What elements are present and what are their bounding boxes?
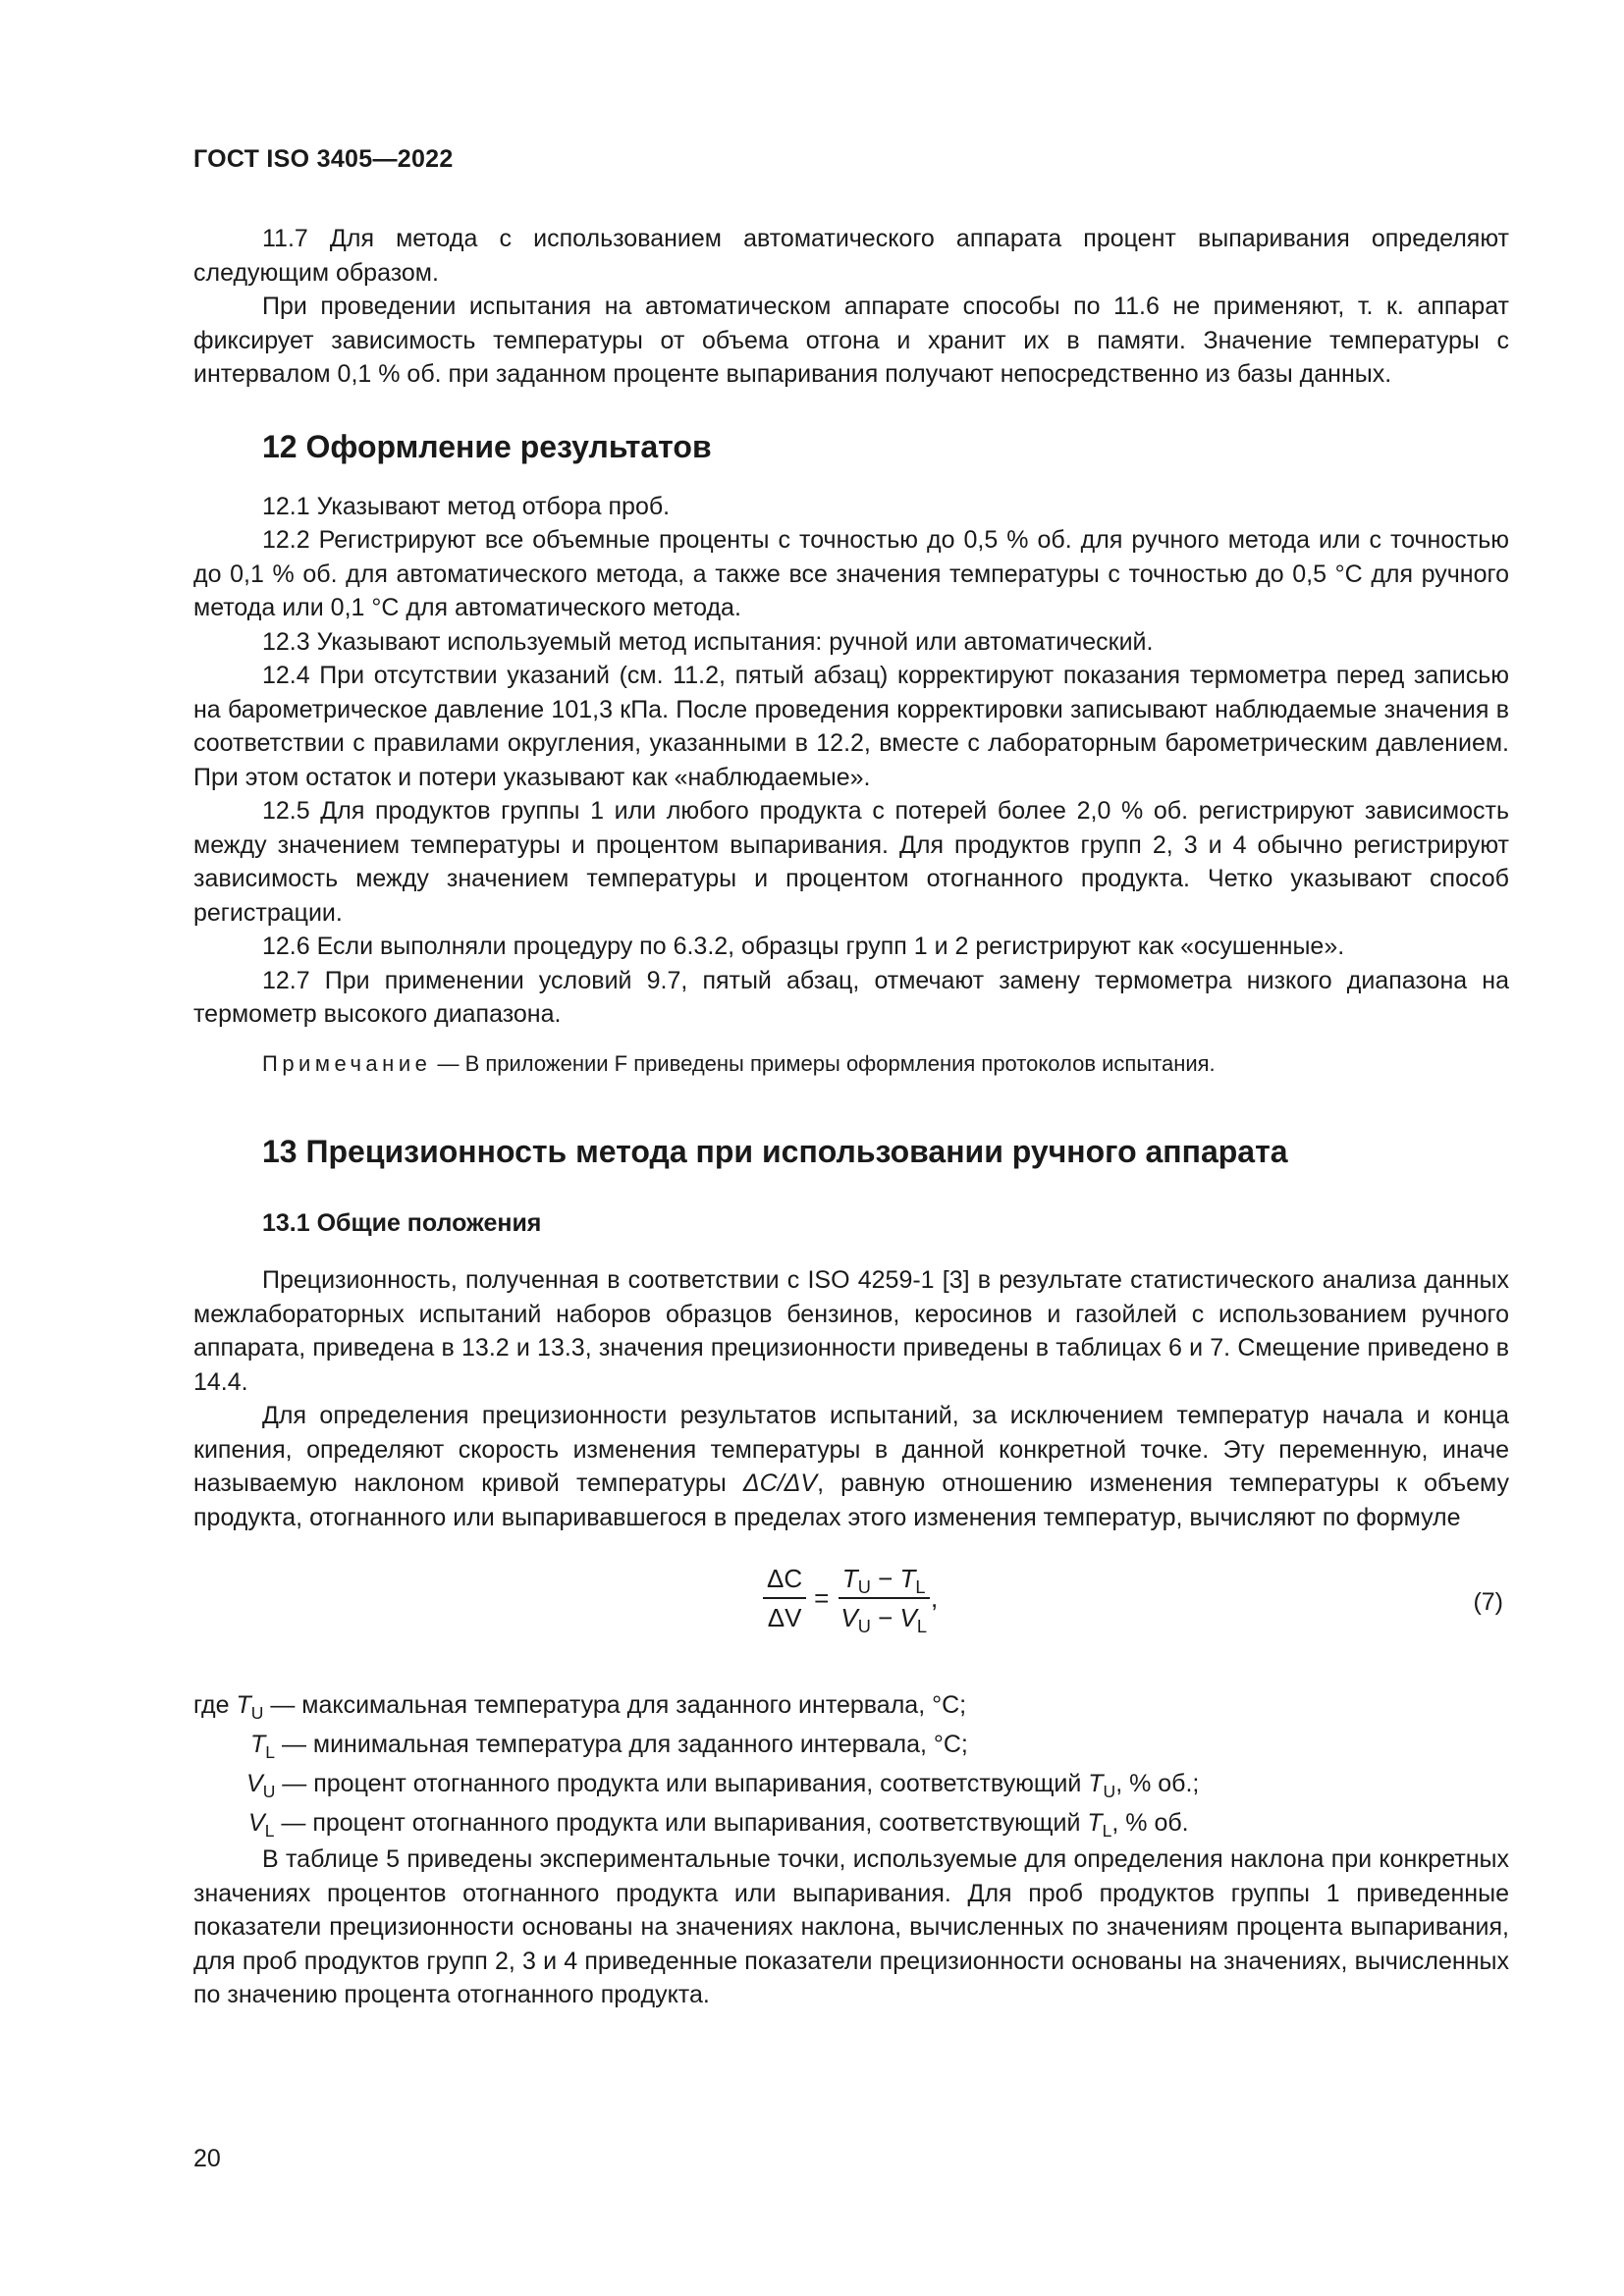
paragraph-12-1: 12.1 Указывают метод отбора проб. xyxy=(262,492,671,520)
section-12-title: 12 Оформление результатов xyxy=(262,428,712,464)
formula-comma: , xyxy=(930,1582,939,1613)
definition-vl: $V_L$ — процент отогнанного продукта или выпаривания, соответствующий $T_L$, % об. xyxy=(248,1809,1189,1841)
rhs-denominator: $V_U - V_L$ xyxy=(840,1603,927,1636)
formula-expression xyxy=(763,1564,939,1636)
paragraph-12-4: 12.4 При отсутствии указаний (см. 11.2, пятый абзац) корректируют показания термометра перед записью на барометрическое давление 101,3 кПа. После проведения корректировки записывают наблюдаемые значения в соответствии с правилами округления, указанными в 12.2, вместе с лабораторным барометрическим давлением. При этом остаток и потери указывают как «наблюдаемые». xyxy=(193,662,1509,791)
paragraph-13-1-a: Прецизионность, полученная в соответствии с ISO 4259-1 [3] в результате статистического анализа данных межлабораторных испытаний наборов образцов бензинов, керосинов и газойлей с использованием ручного аппарата, приведена в 13.2 и 13.3, значения прецизионности приведены в таблицах 6 и 7. Смещение приведено в 14.4. xyxy=(193,1266,1509,1396)
section-13-title: 13 Прецизионность метода при использовании ручного аппарата xyxy=(262,1134,1288,1169)
paragraph-11-7: 11.7 Для метода с использованием автоматического аппарата процент выпаривания определяют следующим образом. xyxy=(193,225,1509,287)
note-label: Примечание xyxy=(262,1050,432,1076)
paragraph-table-5: В таблице 5 приведены экспериментальные точки, используемые для определения наклона при конкретных значениях процентов отогнанного продукта или выпаривания. Для проб продуктов группы 1 приведенные показатели прецизионности основаны на значениях наклона, вычисленных по значениям процента выпаривания, для проб продуктов групп 2, 3 и 4 приведенные показатели прецизионности основаны на значениях, вычисленных по значению процента отогнанного продукта. xyxy=(193,1845,1509,2008)
definition-tl: $T_L$ — минимальная температура для заданного интервала, °С; xyxy=(250,1731,968,1762)
paragraph-12-7: 12.7 При применении условий 9.7, пятый абзац, отмечают замену термометра низкого диапазона на термометр высокого диапазона. xyxy=(193,966,1509,1028)
paragraph-12-2: 12.2 Регистрируют все объемные проценты с точностью до 0,5 % об. для ручного метода или с точностью до 0,1 % об. для автоматического метода, а также все значения температуры с точностью до 0,5 °С для ручного метода или 0,1 °С для автоматического метода. xyxy=(193,526,1509,621)
paragraph-12-5: 12.5 Для продуктов группы 1 или любого продукта с потерей более 2,0 % об. регистрируют зависимость между значением температуры и процентом выпаривания. Для продуктов групп 2, 3 и 4 обычно регистрируют зависимость между значением температуры и процентом отогнанного продукта. Четко указывают способ регистрации. xyxy=(193,797,1509,927)
lhs-denominator: ΔV xyxy=(767,1603,802,1632)
formula-7 xyxy=(193,1556,1509,1666)
paragraph-11-7-continuation: При проведении испытания на автоматическом аппарате способы по 11.6 не применяют, т. к. аппарат фиксирует зависимость температуры от объема отгона и хранит их в памяти. Значение температуры с интервалом 0,1 % об. при заданном проценте выпаривания получают непосредственно из базы данных. xyxy=(193,293,1509,388)
definition-vu: $V_U$ — процент отогнанного продукта или выпаривания, соответствующий $T_U$, % об.; xyxy=(246,1770,1200,1801)
note xyxy=(193,1047,1509,1082)
paragraph-12-6: 12.6 Если выполняли процедуру по 6.3.2, образцы групп 1 и 2 регистрируют как «осушенные». xyxy=(262,933,1345,960)
page-number: 20 xyxy=(193,2145,221,2172)
rhs-fraction xyxy=(837,1564,931,1636)
subsection-13-1-title: 13.1 Общие положения xyxy=(262,1209,542,1237)
formula-definitions xyxy=(193,1685,1509,1842)
rhs-numerator: $T_U - T_L$ xyxy=(839,1564,930,1599)
note-text: — В приложении F приведены примеры оформления протоколов испытания. xyxy=(431,1050,1216,1076)
page-content xyxy=(193,222,1509,2012)
paragraph-13-1-b: Для определения прецизионности результатов испытаний, за исключением температур начала и конца кипения, определяют скорость изменения температуры в данной конкретной точке. Эту переменную, иначе называемую наклоном кривой температуры ΔС/ΔV, равную отношению изменения температуры к объему продукта, отогнанного или выпаривавшегося в пределах этого изменения температур, вычисляют по формуле xyxy=(193,1402,1509,1531)
equals-sign: = xyxy=(814,1582,830,1613)
definition-tu: где $T_U$ — максимальная температура для заданного интервала, °С; xyxy=(193,1691,967,1723)
paragraph-12-3: 12.3 Указывают используемый метод испытания: ручной или автоматический. xyxy=(262,627,1154,656)
standard-header: ГОСТ ISO 3405—2022 xyxy=(193,145,454,173)
lhs-fraction xyxy=(763,1564,806,1632)
formula-number: (7) xyxy=(1473,1588,1503,1616)
lhs-numerator: ΔC xyxy=(763,1564,806,1599)
slope-symbol: ΔС/ΔV xyxy=(742,1469,818,1497)
